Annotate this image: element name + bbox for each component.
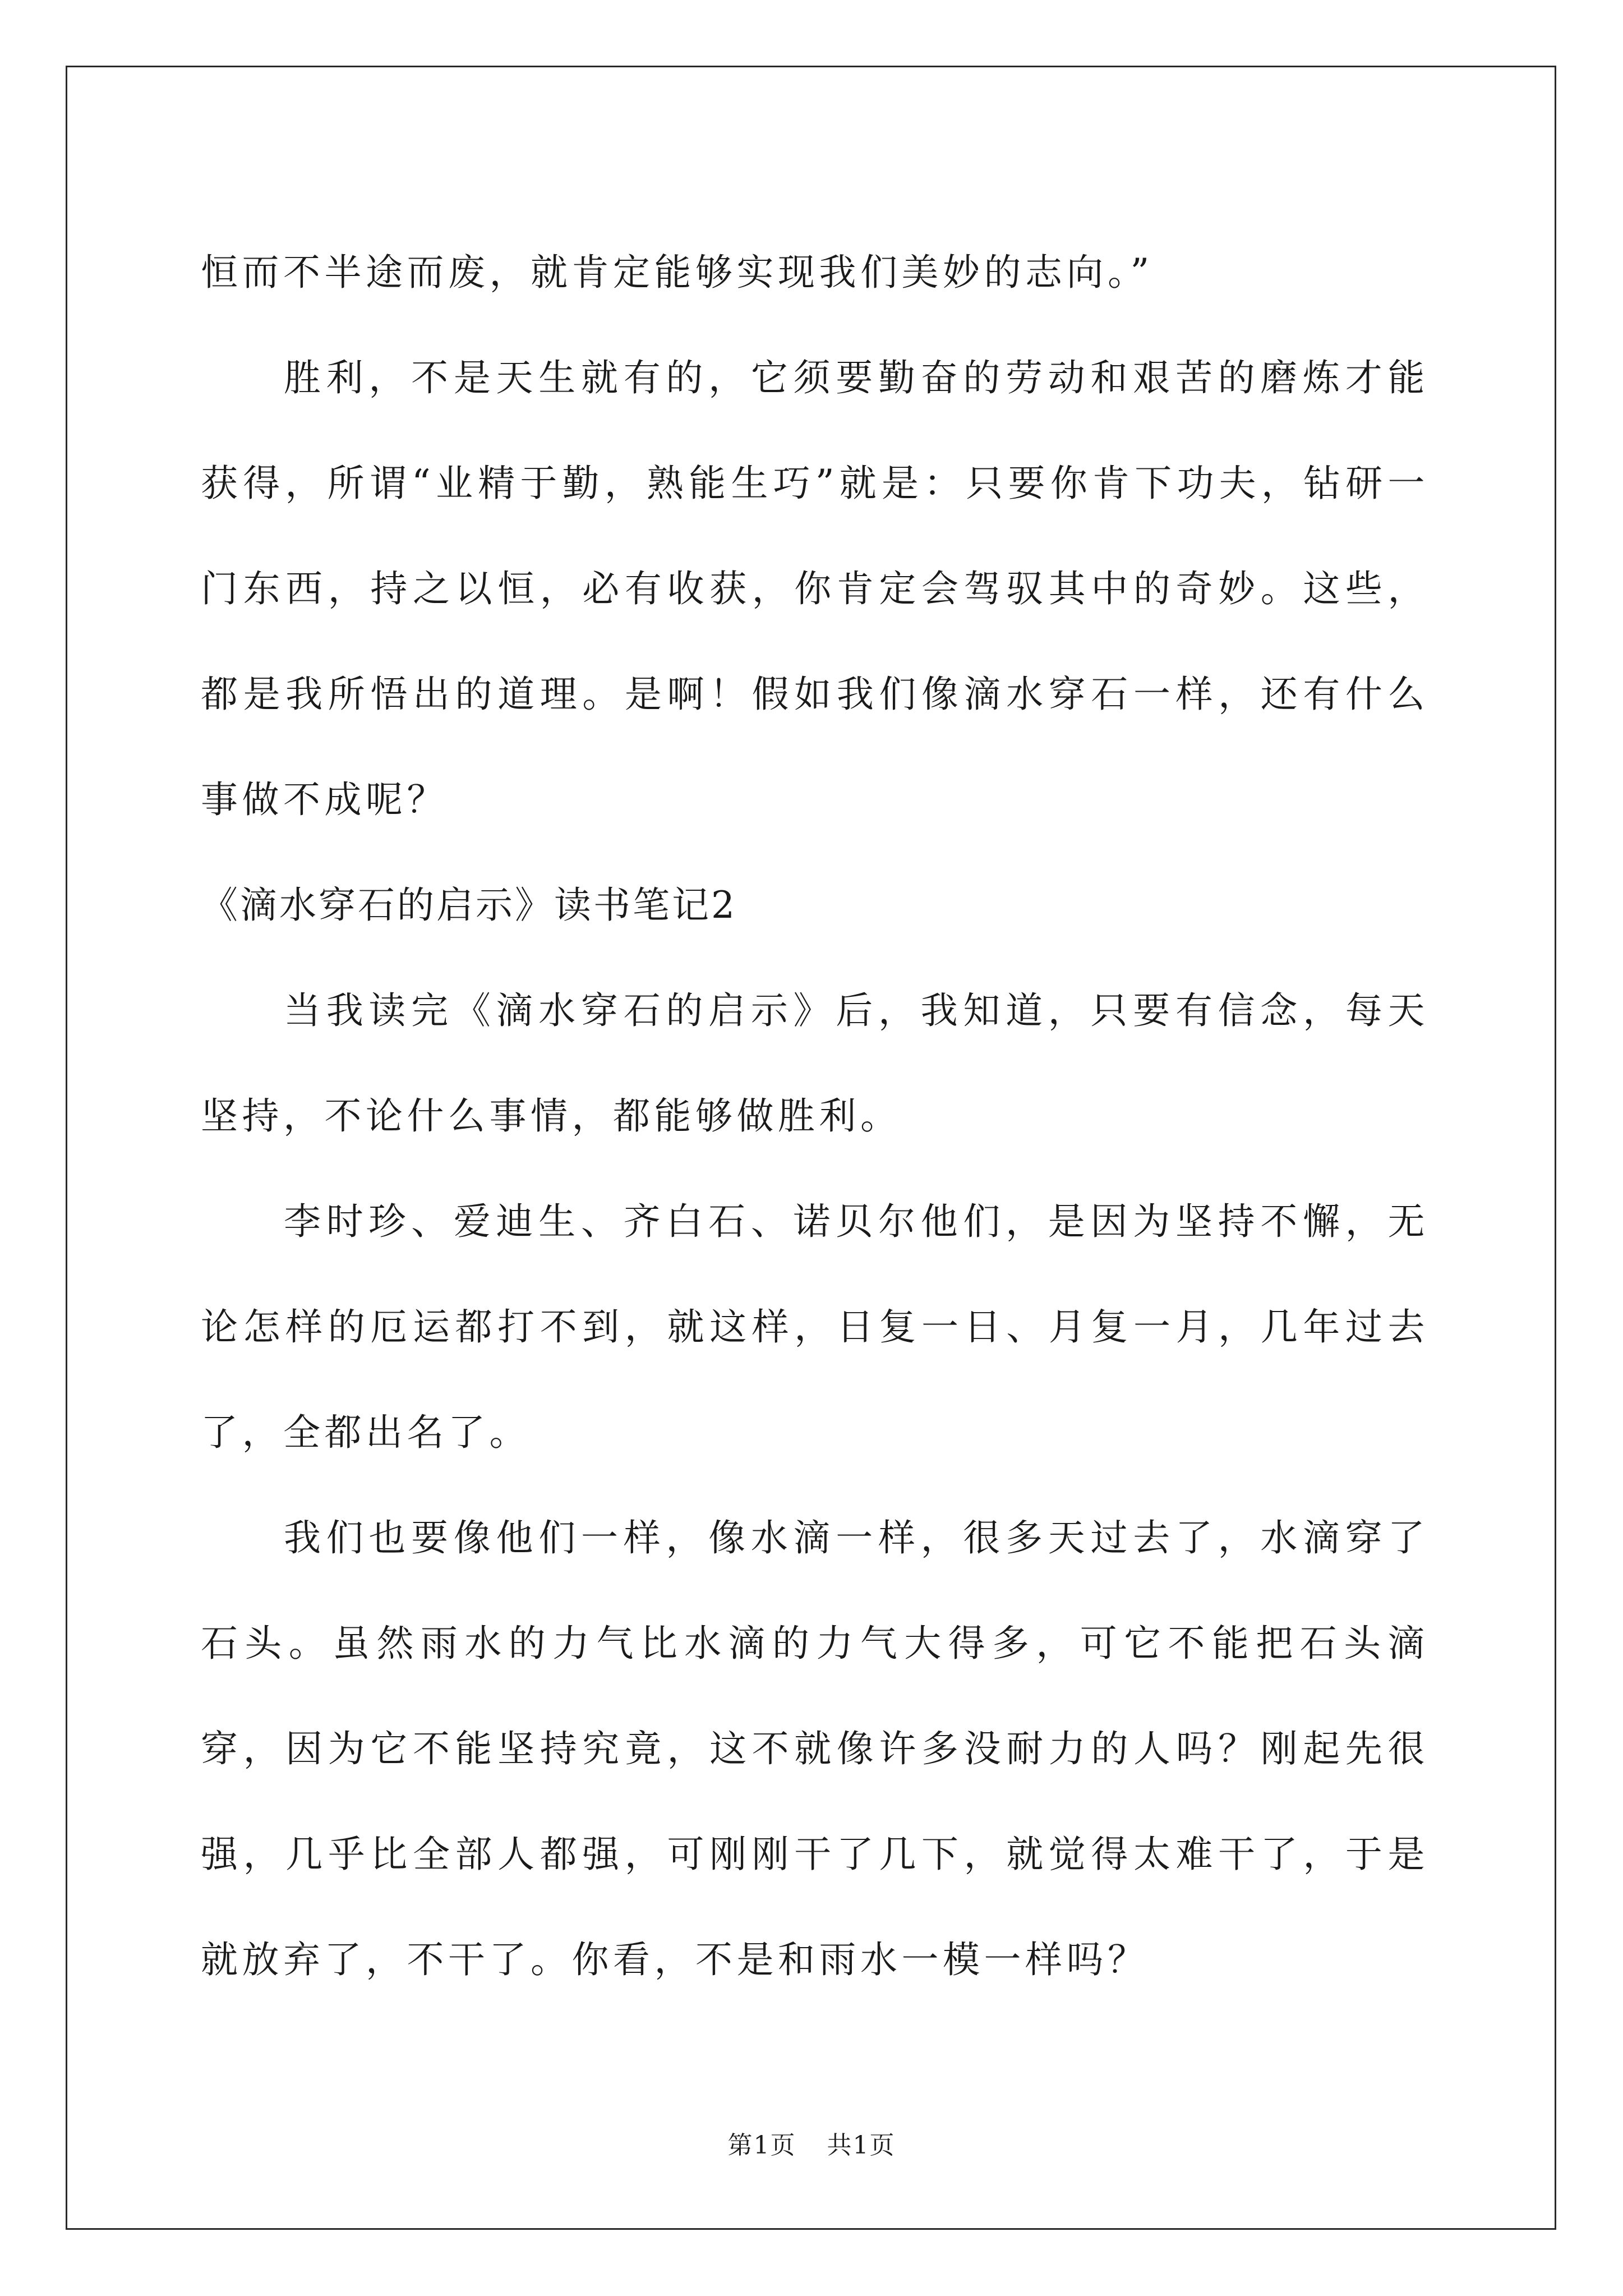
page-number: 第1页: [727, 2131, 796, 2160]
paragraph-after-reading: 当我读完《滴水穿石的启示》后，我知道，只要有信念，每天坚持，不论什么事情，都能够做胜利。: [201, 989, 1429, 1138]
page-footer: [0, 2125, 1623, 2161]
page-total: 共1页: [827, 2131, 896, 2160]
paragraph-success: 胜利，不是天生就有的，它须要勤奋的劳动和艰苦的磨炼才能获得，所谓“业精于勤，熟能生巧”就是：只要你肯下功夫，钻研一门东西，持之以恒，必有收获，你肯定会驾驭其中的奇妙。这些，都是我所悟出的道理。是啊！假如我们像滴水穿石一样，还有什么事做不成呢？: [201, 356, 1429, 821]
paragraph-famous-people: 李时珍、爱迪生、齐白石、诺贝尔他们，是因为坚持不懈，无论怎样的厄运都打不到，就这样，日复一日、月复一月，几年过去了，全都出名了。: [201, 1200, 1429, 1454]
section-heading: 《滴水穿石的启示》读书笔记2: [201, 884, 737, 927]
document-body: [201, 220, 1429, 2013]
paragraph-continuation: 恒而不半途而废，就肯定能够实现我们美妙的志向。”: [201, 251, 1154, 294]
paragraph-water-drop: 我们也要像他们一样，像水滴一样，很多天过去了，水滴穿了石头。虽然雨水的力气比水滴的力气大得多，可它不能把石头滴穿，因为它不能坚持究竟，这不就像许多没耐力的人吗？刚起先很强，几乎比全部人都强，可刚刚干了几下，就觉得太难干了，于是就放弃了，不干了。你看，不是和雨水一模一样吗？: [201, 1516, 1429, 1981]
